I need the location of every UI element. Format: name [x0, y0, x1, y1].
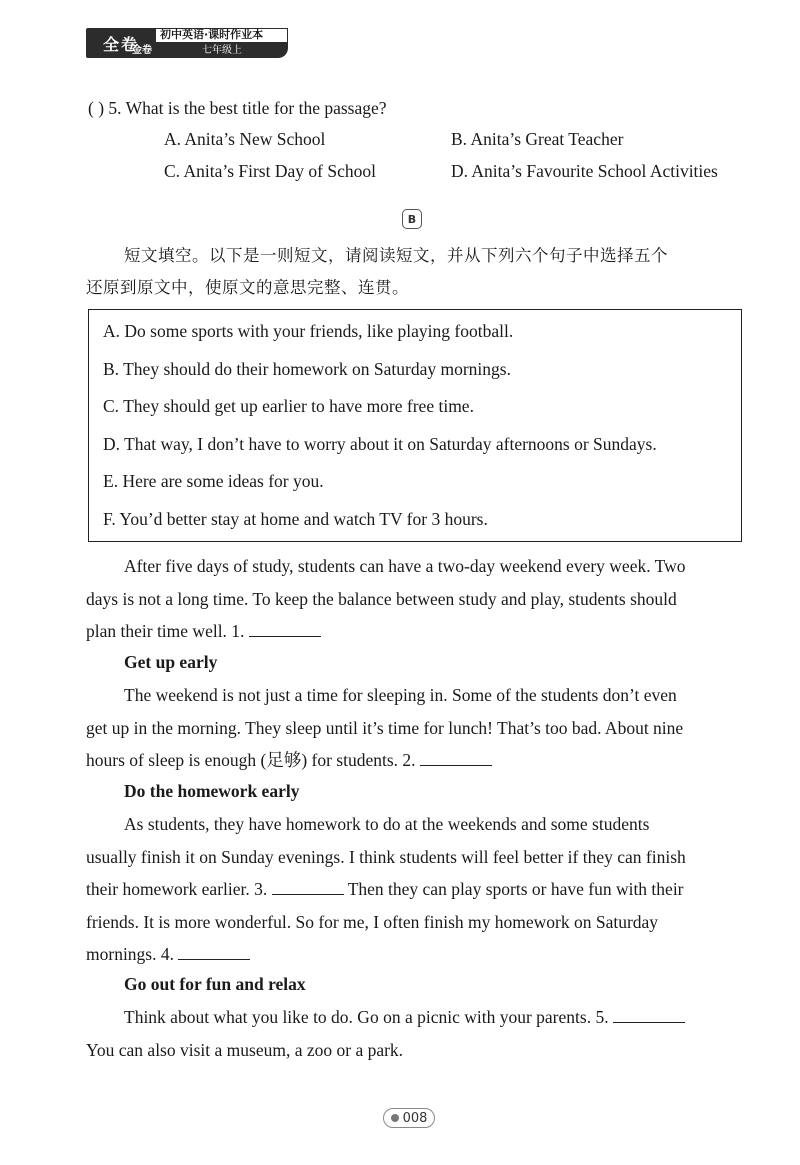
heading-get-up-early: Get up early: [124, 652, 218, 672]
paragraph-3-line-3-text: their homework earlier. 3.: [86, 879, 268, 899]
passage-paragraph-1: [86, 550, 742, 648]
paragraph-2-line-3: [86, 744, 742, 777]
paragraph-4-line-2: You can also visit a museum, a zoo or a park.: [86, 1039, 404, 1060]
paragraph-3-line-2: usually finish it on Sunday evenings. I think students will feel better if they can finish: [86, 846, 686, 867]
grade-label: 七年级上: [156, 43, 288, 58]
answer-blank-3[interactable]: [272, 880, 344, 895]
paragraph-4-line-1-text: Think about what you like to do. Go on a picnic with your parents. 5.: [124, 1007, 609, 1027]
book-title: 初中英语·课时作业本: [156, 28, 288, 43]
book-tag: [156, 28, 288, 58]
paragraph-4-line-1: [86, 1001, 742, 1034]
page-number: 008: [402, 1110, 428, 1126]
paragraph-3-line-5-text: mornings. 4.: [86, 944, 174, 964]
instructions-line-1: 短文填空。以下是一则短文，请阅读短文，并从下列六个句子中选择五个: [124, 246, 668, 265]
answer-blank-1[interactable]: [249, 622, 321, 637]
passage-paragraph-3: [86, 808, 742, 971]
book-header: [86, 28, 288, 58]
paragraph-3-line-5: [86, 938, 742, 971]
section-badge: B: [402, 209, 422, 229]
passage-paragraph-2: [86, 679, 742, 777]
dot-icon: [391, 1114, 399, 1122]
option-c: C. They should get up earlier to have more free time.: [103, 396, 474, 416]
paragraph-2-line-1: The weekend is not just a time for sleeping in. Some of the students don’t even: [124, 685, 677, 705]
instructions-line-2: 还原到原文中，使原文的意思完整、连贯。: [86, 278, 409, 297]
publisher-logo: [86, 28, 156, 58]
option-d: D. That way, I don’t have to worry about it on Saturday afternoons or Sundays.: [103, 434, 657, 454]
page-number-badge: [383, 1108, 435, 1128]
paragraph-3-line-3-rest: Then they can play sports or have fun with their: [343, 879, 684, 899]
question-5-option-a: A. Anita’s New School: [164, 129, 326, 149]
option-b: B. They should do their homework on Saturday mornings.: [103, 359, 511, 379]
paragraph-2-line-2: get up in the morning. They sleep until it’s time for lunch! That’s too bad. About nine: [86, 717, 684, 738]
paragraph-1-line-3-text: plan their time well. 1.: [86, 621, 245, 641]
answer-blank-2[interactable]: [420, 751, 492, 766]
logo-main-text: 全卷: [102, 34, 139, 54]
option-e: E. Here are some ideas for you.: [103, 471, 324, 491]
heading-go-out-for-fun: Go out for fun and relax: [124, 974, 306, 994]
paragraph-2-line-3-text: hours of sleep is enough (足够) for students. 2.: [86, 750, 416, 770]
paragraph-1-line-3: [86, 615, 742, 648]
question-5-option-c: C. Anita’s First Day of School: [164, 161, 376, 181]
paragraph-1-line-1: After five days of study, students can have a two-day weekend every week. Two: [124, 556, 686, 576]
question-5-option-b: B. Anita’s Great Teacher: [451, 129, 624, 149]
answer-blank-5[interactable]: [613, 1008, 685, 1023]
option-a: A. Do some sports with your friends, like playing football.: [103, 321, 514, 341]
options-box: [88, 309, 742, 542]
paragraph-3-line-3: [86, 873, 742, 906]
paragraph-3-line-1: As students, they have homework to do at the weekends and some students: [124, 814, 650, 834]
option-f: F. You’d better stay at home and watch TV for 3 hours.: [103, 509, 488, 529]
passage-paragraph-4: [86, 1001, 742, 1066]
logo-sub-text: 金卷: [132, 45, 152, 56]
paragraph-3-line-4: friends. It is more wonderful. So for me, I often finish my homework on Saturday: [86, 911, 659, 932]
answer-blank-4[interactable]: [178, 945, 250, 960]
paragraph-1-line-2: days is not a long time. To keep the balance between study and play, students should: [86, 588, 677, 609]
question-5-option-d: D. Anita’s Favourite School Activities: [451, 161, 718, 181]
heading-do-homework-early: Do the homework early: [124, 781, 300, 801]
question-5-stem: ( ) 5. What is the best title for the passage?: [88, 98, 387, 118]
